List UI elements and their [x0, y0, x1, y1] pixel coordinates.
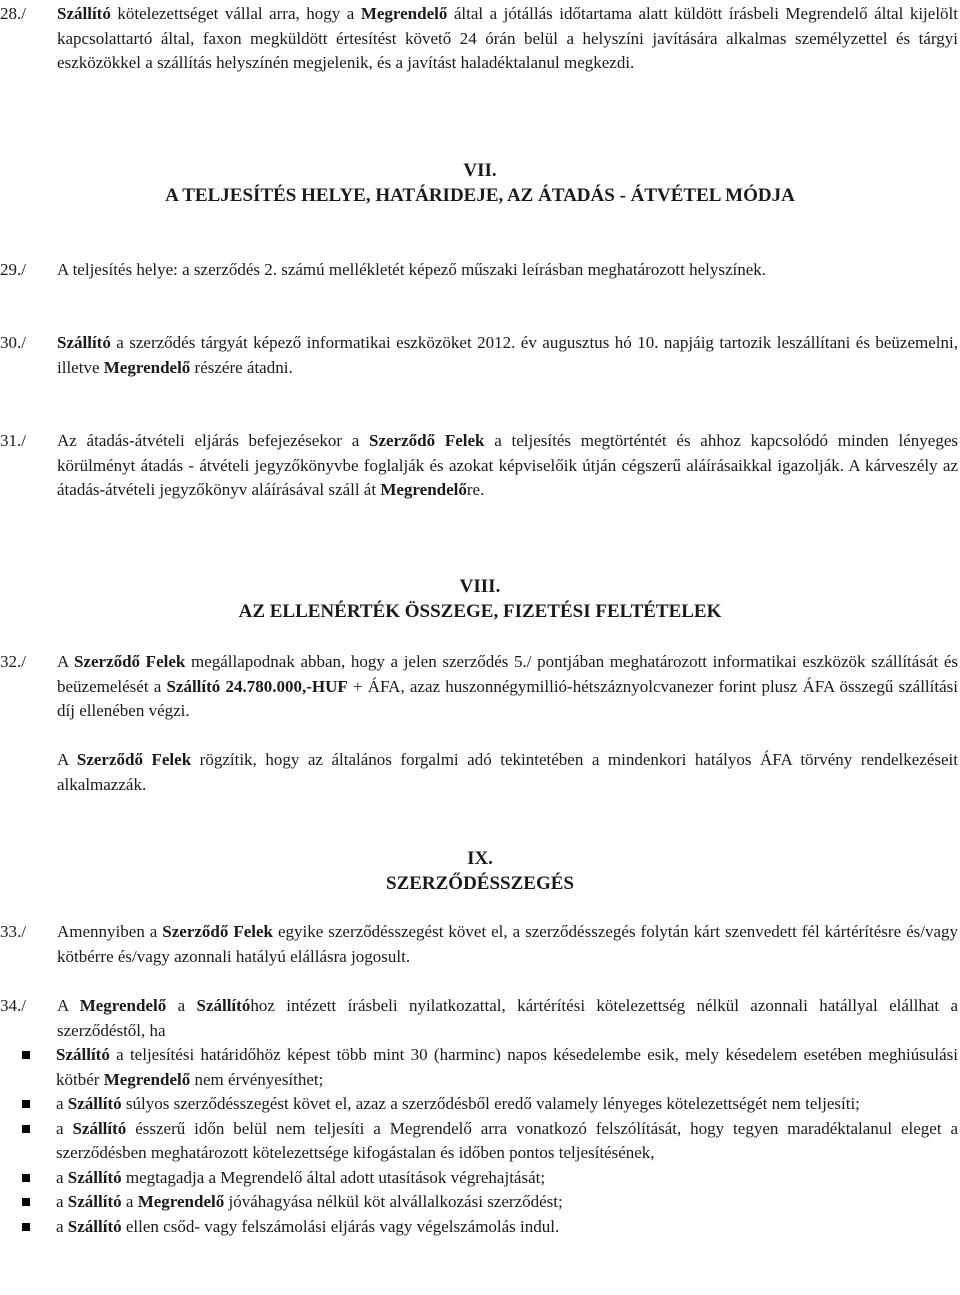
bold-text: Megrendelő [103, 357, 191, 377]
list-item-text: a Szállító súlyos szerződésszegést követ el, azaz a szerződésből eredő valamely lényeges kötelezettségét nem teljesíti; [56, 1094, 860, 1113]
list-item [0, 1166, 958, 1191]
bold-text: Szerződő Felek [73, 652, 186, 671]
list-item-text: a Szállító a Megrendelő jóváhagyása nélkül köt alvállalkozási szerződést; [56, 1192, 563, 1211]
section-number-ix: IX. [467, 848, 493, 869]
paragraph-32-continued [0, 748, 958, 797]
condition-list [0, 1043, 958, 1239]
paragraph-text: A Szerződő Felek rögzítik, hogy az általános forgalmi adó tekintetében a mindenkori hatályos ÁFA törvény rendelkezéseit alkalmazzák. [57, 750, 959, 794]
paragraph-34 [0, 994, 958, 1239]
paragraph-text: Az átadás-átvételi eljárás befejezésekor a Szerződő Felek a teljesítés megtörténtét és ahhoz kapcsolódó minden lényeges körülményt átadás - átvételi jegyzőkönyvbe foglalják és azokat képviselőik útján cégszerű aláírásaikkal igazolják. A kárveszély az átadás-átvételi jegyzőkönyv aláírásával száll át Megrendelőre. [57, 431, 958, 499]
list-item [0, 1215, 958, 1240]
paragraph-number: 28./ [0, 4, 26, 23]
list-item-text: Szállító a teljesítési határidőhöz képest több mint 30 (harminc) napos késedelembe esik, mely késedelem esetében meghiúsulási kötbér Megrendelő nem érvényesíthet; [56, 1045, 958, 1089]
bold-text: Szállító [196, 996, 251, 1015]
bold-text: Szállító [67, 1216, 122, 1236]
section-number-vii: VII. [463, 160, 497, 181]
section-title-ix: SZERZŐDÉSSZEGÉS [386, 873, 574, 894]
bold-text: Szállító [67, 1192, 122, 1211]
list-item [0, 1190, 958, 1215]
paragraph-number: 33./ [0, 922, 26, 941]
square-bullet-icon [22, 1100, 30, 1108]
paragraph-text: Szállító kötelezettséget vállal arra, hogy a Megrendelő által a jótállás időtartama alatt küldött írásbeli Megrendelő által kijelölt kapcsolattartó által, faxon megküldött értesítést követő 24 órán belül a helyszíni javítására alkalmas személyzettel és tárgyi eszközökkel a szállítás helyszínén megjelenik, és a javítást haladéktalanul megkezdi. [57, 4, 958, 72]
bold-text: Megrendelő [380, 480, 467, 499]
list-item-text: a Szállító megtagadja a Megrendelő által adott utasítások végrehajtását; [56, 1167, 546, 1187]
bold-text: Megrendelő [103, 1069, 191, 1089]
paragraph-29 [0, 258, 958, 283]
paragraph-number: 32./ [0, 652, 26, 671]
paragraph-number: 34./ [0, 996, 26, 1015]
bold-text: Megrendelő [137, 1192, 225, 1211]
list-item [0, 1117, 958, 1166]
bold-text: Megrendelő [79, 996, 167, 1015]
bold-text: Szállító [57, 333, 111, 352]
paragraph-number: 30./ [0, 333, 26, 352]
paragraph-30 [0, 331, 958, 380]
list-item [0, 1092, 958, 1117]
bold-text: Szerződő Felek [76, 750, 192, 769]
paragraph-text: Szállító a szerződés tárgyát képező informatikai eszközöket 2012. év augusztus hó 10. napjáig tartozik leszállítani és beüzemelni, illetve Megrendelő részére átadni. [57, 333, 958, 377]
square-bullet-icon [22, 1174, 30, 1182]
paragraph-number: 29./ [0, 260, 26, 279]
bold-text: Szállító [67, 1094, 122, 1113]
list-item-text: a Szállító ésszerű időn belül nem teljesíti a Megrendelő arra vonatkozó felszólítását, hogy tegyen maradéktalanul eleget a szerződésben meghatározott kötelezettsége kifogástalan és időben pontos teljesítésének, [56, 1118, 958, 1162]
square-bullet-icon [22, 1223, 30, 1231]
bold-text: Szerződő Felek [369, 431, 485, 450]
list-item [0, 1043, 958, 1092]
bold-text: Megrendelő [360, 4, 448, 23]
paragraph-31 [0, 429, 958, 503]
bold-text: Szerződő Felek [162, 922, 274, 941]
square-bullet-icon [22, 1125, 30, 1133]
bold-text: Szállító [56, 1045, 110, 1064]
square-bullet-icon [22, 1051, 30, 1059]
section-number-viii: VIII. [459, 576, 501, 597]
bold-text: Szállító [57, 4, 111, 23]
paragraph-33 [0, 920, 958, 969]
paragraph-text: Amennyiben a Szerződő Felek egyike szerződésszegést követ el, a szerződésszegés folytán kárt szenvedett fél kártérítésre és/vagy kötbérre és/vagy azonnali hatályú elállásra jogosult. [57, 922, 959, 966]
section-title-vii: A TELJESÍTÉS HELYE, HATÁRIDEJE, AZ ÁTADÁS - ÁTVÉTEL MÓDJA [165, 185, 795, 206]
bold-text: Szállító 24.780.000,-HUF [166, 676, 348, 696]
section-title-viii: AZ ELLENÉRTÉK ÖSSZEGE, FIZETÉSI FELTÉTELEK [238, 601, 722, 622]
paragraph-text: A teljesítés helye: a szerződés 2. számú mellékletét képező műszaki leírásban meghatározott helyszínek. [57, 260, 767, 279]
paragraph-28 [0, 2, 958, 76]
paragraph-text: A Szerződő Felek megállapodnak abban, hogy a jelen szerződés 5./ pontjában meghatározott informatikai eszközök szállítását és beüzemelését a Szállító 24.780.000,-HUF + ÁFA, azaz huszonnégymillió-hétszáznyolcvanezer forint plusz ÁFA összegű szállítási díj ellenében végzi. [57, 652, 958, 720]
paragraph-32 [0, 650, 958, 724]
bold-text: Szállító [67, 1167, 122, 1187]
paragraph-text: A Megrendelő a Szállítóhoz intézett írásbeli nyilatkozattal, kártérítési kötelezettség nélkül azonnali hatállyal elállhat a szerződéstől, ha [57, 996, 959, 1040]
paragraph-number: 31./ [0, 431, 26, 450]
square-bullet-icon [22, 1198, 30, 1206]
list-item-text: a Szállító ellen csőd- vagy felszámolási eljárás vagy végelszámolás indul. [56, 1216, 560, 1236]
bold-text: Szállító [72, 1118, 127, 1138]
